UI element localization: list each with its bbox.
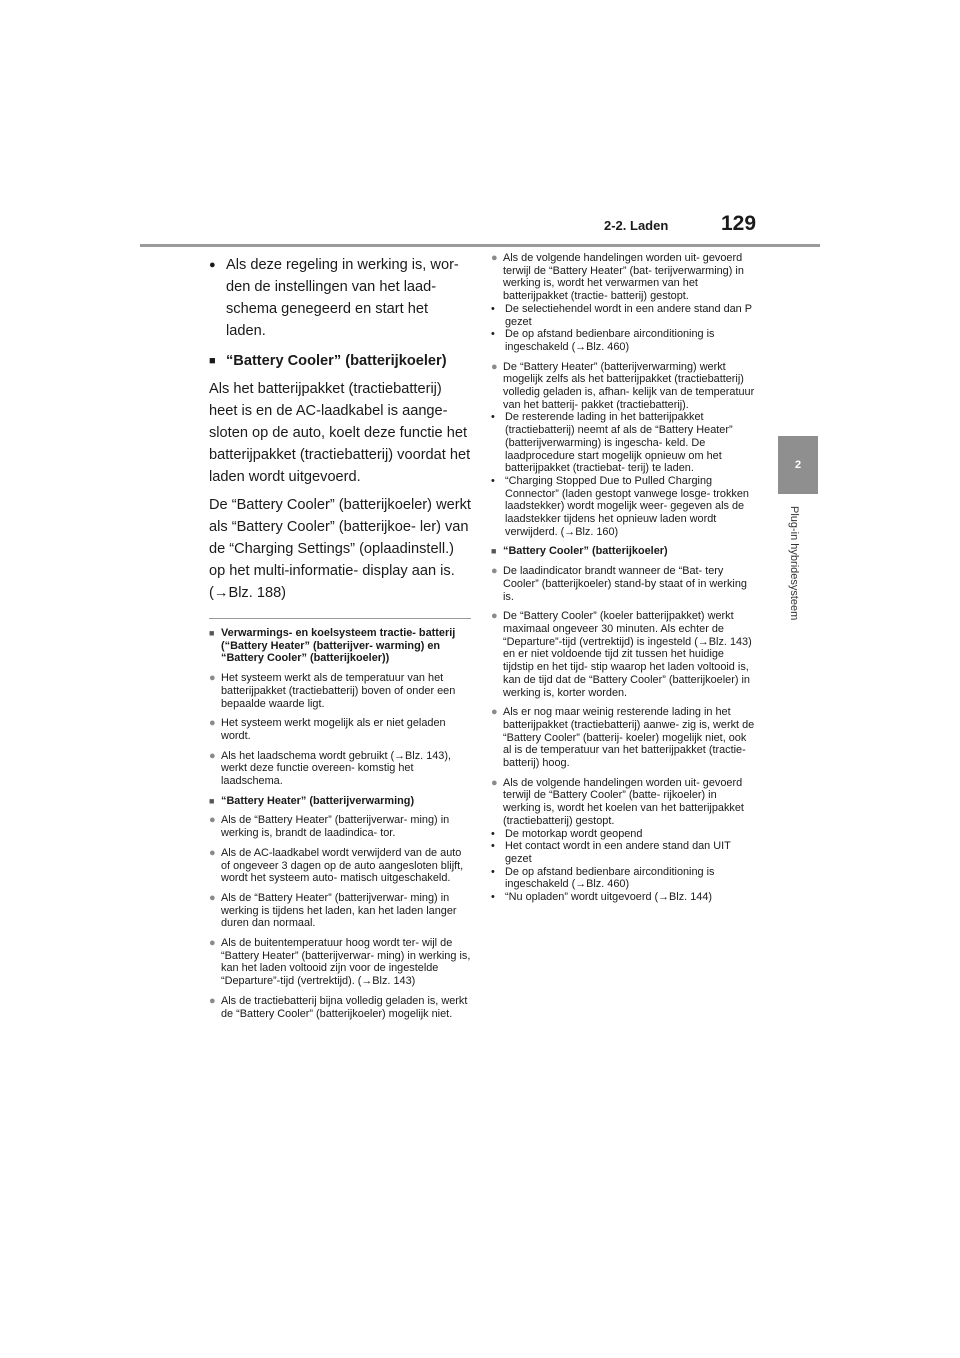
circle-bullet-icon: ● [491,565,498,578]
note-text: Als de AC-laadkabel wordt verwijderd van de auto of ongeveer 3 dagen op de auto aangesloten blijft, wordt het systeem auto- matisch uitgeschakeld. [221,846,464,885]
sub-item [491,840,755,865]
note-text: De “Battery Cooler” (koeler batterijpakket) werkt maximaal ongeveer 30 minuten. Als echter de “Departure”-tijd (vertrektijd) is ingesteld (→Blz. 143) en er niet voldoende tijd zit tussen het huidige tijdstip en het tijd- stip waarop het laden voltooid is, kan de tijd dat de “Battery Cooler” (batterijkoeler) in werking is, korter worden. [503,610,752,699]
note-item [491,565,755,603]
sub-text: De resterende lading in het batterijpakket (tractiebatterij) neemt af als de “Battery Heater” (batterijverwarming) is ingescha- keld. De laadprocedure start mogelijk opnieuw om het batterijpakket (tractiebat- terij) te laden. [505,411,733,475]
chapter-tab [778,436,818,494]
sub-bullet-icon: • [491,411,495,424]
bullet-dot-icon: ● [209,259,216,271]
sub-item [491,303,755,328]
sub-item [491,891,755,904]
circle-bullet-icon: ● [209,814,216,827]
section-divider [209,618,471,619]
sub-bullet-icon: • [491,827,495,840]
section-heading [209,350,471,372]
circle-bullet-icon: ● [209,891,216,904]
sub-bullet-icon: • [491,840,495,853]
heading-text: “Battery Cooler” (batterijkoeler) [226,353,447,369]
left-column [209,252,471,1020]
note-item [491,361,755,412]
note-heading [491,545,755,558]
sub-item [491,328,755,353]
note-item [491,706,755,770]
note-heading-text: “Battery Heater” (batterijverwarming) [221,794,415,807]
note-heading [209,795,471,808]
note-heading [209,627,471,665]
sub-bullet-icon: • [491,302,495,315]
circle-bullet-icon: ● [491,776,498,789]
note-item [491,610,755,699]
note-item [209,672,471,710]
big-bullet [209,254,471,342]
circle-bullet-icon: ● [209,994,216,1007]
note-text: Als de “Battery Heater” (batterijverwar- ming) in werking is tijdens het laden, kan het laden langer duren dan normaal. [221,891,457,930]
note-text: De “Battery Heater” (batterijverwarming) werkt mogelijk zelfs als het batterijpakket (tractiebatterij) volledig geladen is, afhan- kelijk van de temperatuur van het batterij- pakket (tractiebatterij). [503,360,755,411]
square-bullet-icon: ■ [209,355,216,367]
note-item [209,892,471,930]
circle-bullet-icon: ● [209,846,216,859]
note-item [209,750,471,788]
square-bullet-icon: ■ [209,628,215,638]
chapter-number: 2 [794,459,802,471]
note-text: Als de buitentemperatuur hoog wordt ter- wijl de “Battery Heater” (batterijverwar- ming) in werking is, kan het laden voltooid zijn voor de ingestelde “Departure”-tijd (vertrektijd). (→Blz. 143) [221,937,471,988]
sub-text: De motorkap wordt geopend [505,827,643,840]
sub-text: “Charging Stopped Due to Pulled Charging Connector” (laden gestopt vanwege losge- trokken laadstekker) wordt mogelijk weer- gegeven als de laadstekker tijdens het opnieuw laden wordt verwijderd. (→Blz. 160) [505,474,749,538]
paragraph: Als het batterijpakket (tractiebatterij) heet is en de AC-laadkabel is aange- sloten op de auto, koelt deze functie het batterijpakket (tractiebatterij) voordat het laden wordt uitgevoerd. [209,381,471,485]
circle-bullet-icon: ● [209,717,216,730]
circle-bullet-icon: ● [491,610,498,623]
note-item [491,777,755,828]
circle-bullet-icon: ● [491,360,498,373]
bullet-text: Als deze regeling in werking is, wor- den de instellingen van het laad- schema genegeerd en start het laden. [226,257,459,339]
note-item [209,995,471,1020]
sub-item [491,866,755,891]
square-bullet-icon: ■ [491,546,497,557]
chapter-label: Plug-in hybridesysteem [788,506,800,621]
note-text: Als er nog maar weinig resterende lading in het batterijpakket (tractiebatterij) aanwe- zig is, werkt de “Battery Cooler” (batterij- koeler) mogelijk niet, ook al is de temperatuur van het batterijpakket (tractie- batterij) hoog. [503,706,755,770]
note-text: Als het laadschema wordt gebruikt (→Blz. 143), werkt deze functie overeen- komstig het laadschema. [221,749,452,788]
note-text: Als de volgende handelingen worden uit- gevoerd terwijl de “Battery Cooler” (batte- rijkoeler) in werking is, wordt het koelen van het batterijpakket (tractiebatterij) gestopt. [503,776,744,827]
note-item [209,814,471,839]
header-divider [140,244,820,247]
sub-text: Het contact wordt in een andere stand dan UIT gezet [505,840,731,865]
note-text: Het systeem werkt mogelijk als er niet geladen wordt. [221,717,446,742]
note-text: Als de “Battery Heater” (batterijverwar- ming) in werking is, brandt de laadindica- tor. [221,814,450,840]
sub-text: “Nu opladen” wordt uitgevoerd (→Blz. 144) [505,891,713,904]
sub-item [491,475,755,539]
circle-bullet-icon: ● [209,672,216,685]
sub-item [491,411,755,475]
circle-bullet-icon: ● [491,252,498,264]
sub-text: De selectiehendel wordt in een andere stand dan P gezet [505,302,752,328]
note-text: De laadindicator brandt wanneer de “Bat- tery Cooler” (batterijkoeler) stand-by staat of in werking is. [503,565,747,603]
sub-bullet-icon: • [491,474,495,487]
paragraph: De “Battery Cooler” (batterijkoeler) werkt als “Battery Cooler” (batterijkoe- ler) van de “Charging Settings” (oplaadinstell.) op het multi-informatie- display aan is. (→Blz. 188) [209,497,471,601]
circle-bullet-icon: ● [209,749,216,762]
note-item [209,937,471,988]
note-item [491,252,755,303]
note-text: Als de volgende handelingen worden uit- gevoerd terwijl de “Battery Heater” (bat- terijverwarming) in werking is, wordt het verwarmen van het batterijpakket (tractie- batterij) gestopt. [503,252,744,303]
note-heading-text: “Battery Cooler” (batterijkoeler) [503,545,668,558]
note-item [209,717,471,742]
note-text: Als de tractiebatterij bijna volledig geladen is, werkt de “Battery Cooler” (batterijkoeler) mogelijk niet. [221,994,468,1020]
sub-bullet-icon: • [491,891,495,904]
section-title: 2-2. Laden [604,218,669,233]
square-bullet-icon: ■ [209,795,215,806]
sub-bullet-icon: • [491,328,495,341]
circle-bullet-icon: ● [491,706,498,719]
page-number: 129 [721,212,757,235]
sub-item [491,828,755,841]
note-text: Het systeem werkt als de temperatuur van het batterijpakket (tractiebatterij) boven of onder een bepaalde waarde ligt. [221,672,456,710]
sub-text: De op afstand bedienbare airconditioning is ingeschakeld (→Blz. 460) [505,328,715,353]
sub-text: De op afstand bedienbare airconditioning is ingeschakeld (→Blz. 460) [505,865,715,891]
circle-bullet-icon: ● [209,937,216,950]
sub-bullet-icon: • [491,865,495,878]
note-heading-text: Verwarmings- en koelsysteem tractie- batterij (“Battery Heater” (batterijver- warming) en “Battery Cooler” (batterijkoeler)) [221,627,456,665]
right-column [491,252,755,904]
note-item [209,847,471,885]
